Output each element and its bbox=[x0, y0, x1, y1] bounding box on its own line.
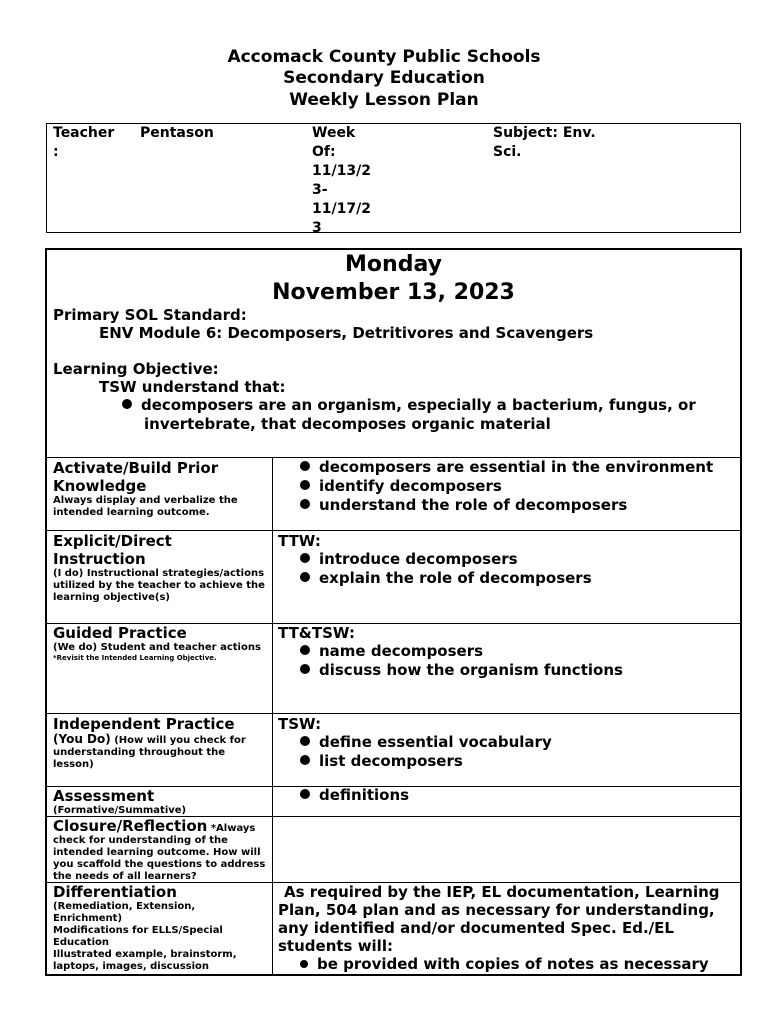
divider bbox=[47, 713, 740, 714]
info-table bbox=[46, 123, 741, 236]
list-item: be provided with copies of notes as necessary bbox=[300, 955, 730, 974]
assessment-content bbox=[278, 786, 738, 805]
bullet-icon bbox=[300, 755, 310, 765]
sol-label: Primary SOL Standard: bbox=[53, 306, 247, 324]
teacher-label: Teacher : bbox=[53, 125, 115, 160]
list-item: define essential vocabulary bbox=[300, 733, 738, 752]
bullet-icon bbox=[300, 461, 310, 471]
differentiation-label: Differentiation (Remediation, Extension, Enrichment) Modifications for ELLS/Special Education Illustrated example, brainstorm, laptops, images, discussion bbox=[53, 883, 237, 972]
list-item: explain the role of decomposers bbox=[300, 569, 738, 588]
day-name: Monday bbox=[345, 252, 442, 277]
bullet-icon bbox=[300, 645, 310, 655]
column-divider bbox=[272, 457, 273, 974]
explicit-label: Explicit/Direct Instruction (I do) Instructional strategies/actions utilized by the teacher to achieve the learning objective(s) bbox=[53, 532, 265, 603]
objective-label: Learning Objective: bbox=[53, 360, 219, 378]
explicit-content: TTW: introduce decomposers explain the role of decomposers bbox=[278, 532, 738, 588]
objective-item-continued: invertebrate, that decomposes organic material bbox=[144, 415, 551, 433]
activate-label: Activate/Build Prior Knowledge Always display and verbalize the intended learning outcome. bbox=[53, 459, 238, 518]
document-title: Weekly Lesson Plan bbox=[289, 90, 479, 110]
bullet-icon bbox=[300, 789, 310, 799]
day-date: November 13, 2023 bbox=[272, 280, 515, 305]
list-item: list decomposers bbox=[300, 752, 738, 771]
objective-intro: TSW understand that: bbox=[99, 378, 286, 396]
list-item: identify decomposers bbox=[300, 477, 738, 496]
bullet-icon bbox=[300, 499, 310, 509]
objective-item: decomposers are an organism, especially a bacterium, fungus, or bbox=[122, 396, 696, 415]
teacher-name: Pentason bbox=[140, 125, 214, 141]
guided-label: Guided Practice (We do) Student and teacher actions *Revisit the Intended Learning Objective. bbox=[53, 624, 261, 662]
bullet-icon bbox=[300, 960, 308, 968]
divider bbox=[47, 530, 740, 531]
bullet-icon bbox=[300, 736, 310, 746]
bullet-icon bbox=[300, 572, 310, 582]
assessment-label: Assessment (Formative/Summative) bbox=[53, 787, 187, 816]
week-of: Week Of: 11/13/2 3- 11/17/2 3 bbox=[312, 125, 371, 236]
list-item: introduce decomposers bbox=[300, 550, 738, 569]
list-item: discuss how the organism functions bbox=[300, 661, 738, 680]
differentiation-content: As required by the IEP, EL documentation, Learning Plan, 504 plan and as necessary for understanding, any identified and/or documented Spec. Ed./EL students will: be provided with copies of notes as necessary bbox=[278, 883, 730, 974]
list-item: decomposers are essential in the environment bbox=[300, 458, 738, 477]
division-name: Secondary Education bbox=[283, 68, 485, 88]
bullet-icon bbox=[300, 553, 310, 563]
list-item: understand the role of decomposers bbox=[300, 496, 738, 515]
school-name: Accomack County Public Schools bbox=[227, 47, 541, 67]
sol-text: ENV Module 6: Decomposers, Detritivores and Scavengers bbox=[99, 324, 594, 342]
subject: Subject: Env. Sci. bbox=[493, 125, 596, 160]
closure-label: Closure/Reflection *Always check for understanding of the intended learning outcome. How will you scaffold the questions to address the needs of all learners? bbox=[53, 817, 266, 882]
independent-label: Independent Practice (You Do) (How will you check for understanding throughout the lesson) bbox=[53, 715, 246, 770]
daily-plan-table bbox=[45, 248, 742, 976]
list-item: name decomposers bbox=[300, 642, 738, 661]
bullet-icon bbox=[300, 480, 310, 490]
bullet-icon bbox=[122, 399, 132, 409]
list-item: definitions bbox=[300, 786, 738, 805]
bullet-icon bbox=[300, 664, 310, 674]
independent-content: TSW: define essential vocabulary list decomposers bbox=[278, 715, 738, 771]
activate-content bbox=[278, 458, 738, 515]
guided-content: TT&TSW: name decomposers discuss how the organism functions bbox=[278, 624, 738, 680]
